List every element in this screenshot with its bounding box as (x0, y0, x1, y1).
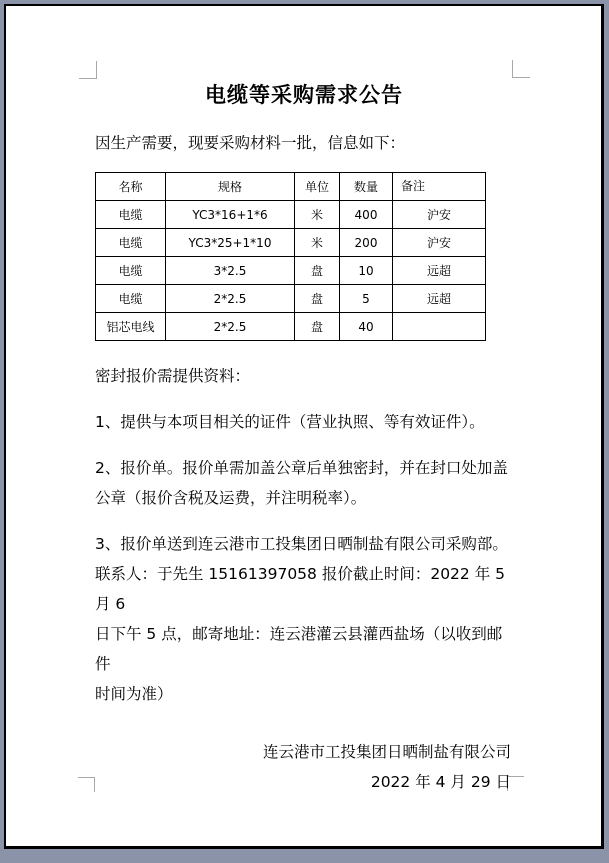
table-row (96, 257, 486, 285)
intro-paragraph: 因生产需要，现要采购材料一批，信息如下： (95, 134, 406, 152)
cell-spec: YC3*16+1*6 (166, 201, 295, 229)
paragraph-line: 1、提供与本项目相关的证件（营业执照、等有效证件）。 (95, 413, 485, 431)
cell-remark: 远超 (393, 257, 486, 285)
document-title: 电缆等采购需求公告 (205, 83, 403, 107)
header-name: 名称 (96, 173, 166, 201)
cell-spec: 3*2.5 (166, 257, 295, 285)
crop-mark-top-right (512, 60, 530, 78)
cell-remark: 远超 (393, 285, 486, 313)
crop-mark-top-left (79, 61, 97, 79)
paragraph-line: 公章（报价含税及运费，并注明税率）。 (95, 489, 367, 507)
cell-name: 电缆 (96, 257, 166, 285)
table-row (96, 201, 486, 229)
cell-spec: 2*2.5 (166, 313, 295, 341)
crop-mark-bottom-left (78, 777, 95, 792)
paragraph-2 (95, 453, 513, 513)
cell-name: 电缆 (96, 285, 166, 313)
cell-qty: 200 (340, 229, 393, 257)
paragraph-1 (95, 407, 513, 437)
header-spec: 规格 (166, 173, 295, 201)
cell-unit: 盘 (295, 285, 340, 313)
table-header-row (96, 173, 486, 201)
cell-spec: YC3*25+1*10 (166, 229, 295, 257)
paragraph-line: 2、报价单。报价单需加盖公章后单独密封，并在封口处加盖 (95, 459, 508, 477)
header-qty: 数量 (340, 173, 393, 201)
table-row (96, 285, 486, 313)
cell-qty: 5 (340, 285, 393, 313)
cell-unit: 盘 (295, 313, 340, 341)
section-label: 密封报价需提供资料： (95, 367, 251, 385)
paragraph-line: 3、报价单送到连云港市工投集团日晒制盐有限公司采购部。 (95, 535, 508, 553)
materials-table (95, 172, 486, 341)
cell-qty: 40 (340, 313, 393, 341)
cell-remark: 沪安 (393, 201, 486, 229)
paragraph-line: 日下午 5 点，邮寄地址：连云港灌云县灌西盐场（以收到邮件 (95, 625, 503, 673)
cell-name: 电缆 (96, 229, 166, 257)
table-row (96, 229, 486, 257)
document-content (95, 82, 513, 797)
cell-unit: 盘 (295, 257, 340, 285)
paragraph-3 (95, 529, 513, 709)
header-remark: 备注 (393, 173, 486, 201)
cell-remark: 沪安 (393, 229, 486, 257)
cell-unit: 米 (295, 229, 340, 257)
signature-block (95, 737, 513, 797)
cell-spec: 2*2.5 (166, 285, 295, 313)
cell-qty: 10 (340, 257, 393, 285)
cell-name: 电缆 (96, 201, 166, 229)
paragraph-line: 联系人：于先生 15161397058 报价截止时间：2022 年 5 月 6 (95, 565, 505, 613)
cell-name: 铝芯电线 (96, 313, 166, 341)
header-unit: 单位 (295, 173, 340, 201)
cell-remark (393, 313, 486, 341)
signature-company: 连云港市工投集团日晒制盐有限公司 (262, 743, 511, 761)
cell-qty: 400 (340, 201, 393, 229)
paragraph-line: 时间为准） (95, 685, 173, 703)
table-row (96, 313, 486, 341)
cell-unit: 米 (295, 201, 340, 229)
signature-date: 2022 年 4 月 29 日 (370, 773, 511, 791)
